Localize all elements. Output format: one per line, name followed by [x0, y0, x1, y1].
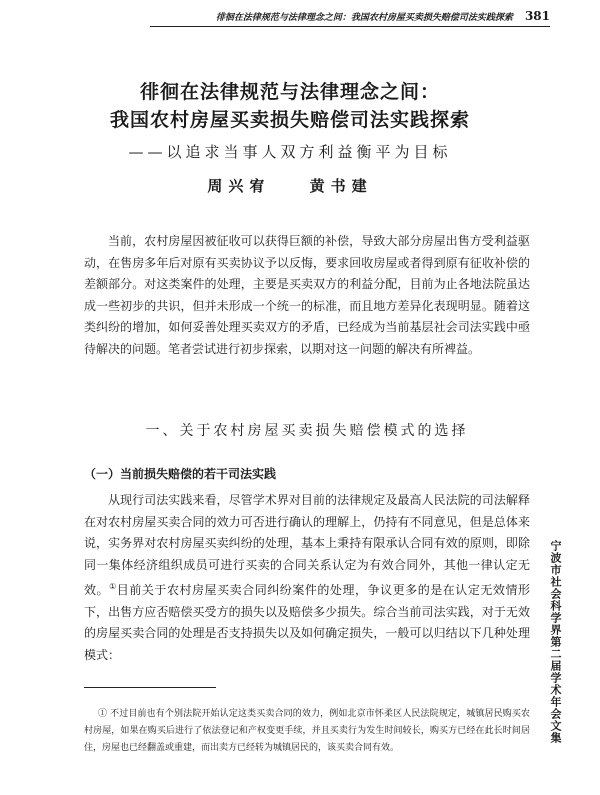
subsection-heading: （一）当前损失赔偿的若干司法实践 — [84, 467, 277, 481]
title-block — [40, 78, 540, 198]
body-text-a: 从现行司法实践来看，尽管学术界对目前的法律规定及最高人民法院的司法解释在对农村房屋买卖合同的效力可否进行确认的理解上，仍持有不同意见，但是总体来说，实务界对农村房屋买卖纠纷的处理，基本上秉持有限承认合同有效的原则，即除同一集体经济组织成员可进行买卖的合同关系认定为有效合同外，其他一律认定无效。 — [84, 493, 530, 597]
author-name: 黄书建 — [309, 177, 373, 195]
running-header — [150, 6, 550, 27]
paper-title-line-2: 我国农村房屋买卖损失赔偿司法实践探索 — [109, 109, 470, 131]
footnote-divider — [84, 687, 216, 688]
running-head-title: 徘徊在法律规范与法律理念之间：我国农村房屋买卖损失赔偿司法实践探索 — [215, 12, 513, 23]
margin-side-text: 宁波市社会科学界第二届学术年会文集 — [549, 540, 562, 744]
author-list — [40, 174, 540, 198]
footnote: ① 不过目前也有个别法院开始认定这类买卖合同的效力，例如北京市怀柔区人民法院规定，城镇居民购买农村房屋，如果在购买后进行了依法登记和产权变更手续，并且买卖行为发生时间较长，购买方已经在此长时间居住，房屋也已经翻盖或重建，而出卖方已经转为城镇居民的，该买卖合同有效。 — [84, 709, 530, 753]
body-text-b: 目前关于农村房屋买卖合同纠纷案件的处理，争议更多的是在认定无效情形下，出售方应否赔偿买受方的损失以及赔偿多少损失。综合当前司法实践，对于无效的房屋买卖合同的处理是否支持损失以及如何确定损失，一般可以归结以下几种处理模式： — [84, 583, 530, 662]
intro-paragraph: 当前，农村房屋因被征收可以获得巨额的补偿，导致大部分房屋出售方受利益驱动，在售房多年后对原有买卖协议予以反悔，要求回收房屋或者得到原有征收补偿的差额部分。对这类案件的处理，主要是买卖双方的利益分配，目前为止各地法院虽达成一些初步的共识，但并未形成一个统一的标准，而且地方差异化表现明显。随着这类纠纷的增加，如何妥善处理买卖双方的矛盾，已经成为当前基层社会司法实践中亟待解决的问题。笔者尝试进行初步探索，以期对这一问题的解决有所裨益。 — [84, 234, 530, 356]
footnote-reference[interactable]: ① — [109, 582, 117, 591]
paper-title-line-1: 徘徊在法律规范与法律理念之间： — [139, 81, 440, 103]
author-name: 周兴宥 — [207, 177, 271, 195]
page-number: 381 — [524, 9, 550, 23]
section-heading: 一、关于农村房屋买卖损失赔偿模式的选择 — [145, 423, 469, 439]
paper-subtitle: ——以追求当事人双方利益衡平为目标 — [128, 143, 452, 161]
body-paragraph — [84, 490, 530, 666]
